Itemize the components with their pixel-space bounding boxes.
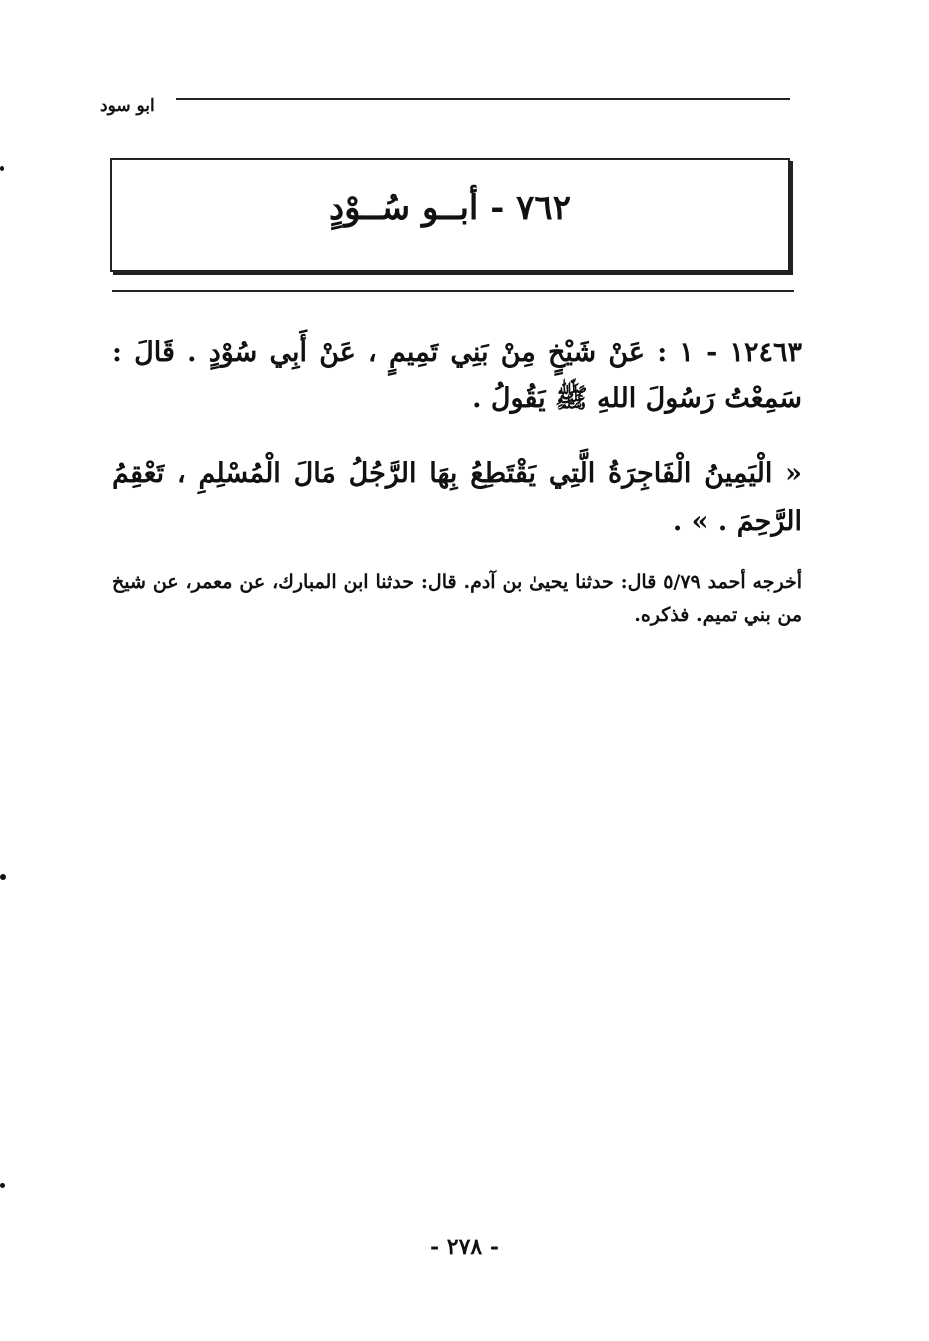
hadith-matn (112, 450, 802, 546)
hadith-matn-text: « الْيَمِينُ الْفَاجِرَةُ الَّتِي يَقْتَطِعُ بِهَا الرَّجُلُ مَالَ الْمُسْلِمِ ، تَعْقِمُ الرَّحِمَ . » . (112, 458, 802, 538)
takhrij-note (112, 566, 802, 631)
title-underline-rule (112, 290, 794, 292)
scan-speck (0, 1183, 5, 1188)
running-header (100, 92, 790, 120)
takhrij-text: أخرجه أحمد ٥/٧٩ قال: حدثنا يحيىٰ بن آدم. قال: حدثنا ابن المبارك، عن معمر، عن شيخ من بني تميم. فذكره. (112, 571, 802, 626)
chapter-title: ٧٦٢ - أبــو سُــوْدٍ (329, 188, 571, 228)
scan-speck (0, 874, 6, 880)
scan-speck (0, 166, 4, 171)
chapter-title-box (110, 158, 790, 272)
hadith-isnad (112, 330, 802, 422)
hadith-isnad-text: ١٢٤٦٣ - ١ : عَنْ شَيْخٍ مِنْ بَنِي تَمِيمٍ ، عَنْ أَبِي سُوْدٍ . قَالَ : سَمِعْتُ رَسُولَ اللهِ ﷺ يَقُولُ . (112, 337, 802, 414)
running-header-text: ابو سود (100, 96, 155, 116)
header-rule (176, 98, 790, 100)
page-number: - ٢٧٨ - (429, 1234, 500, 1260)
